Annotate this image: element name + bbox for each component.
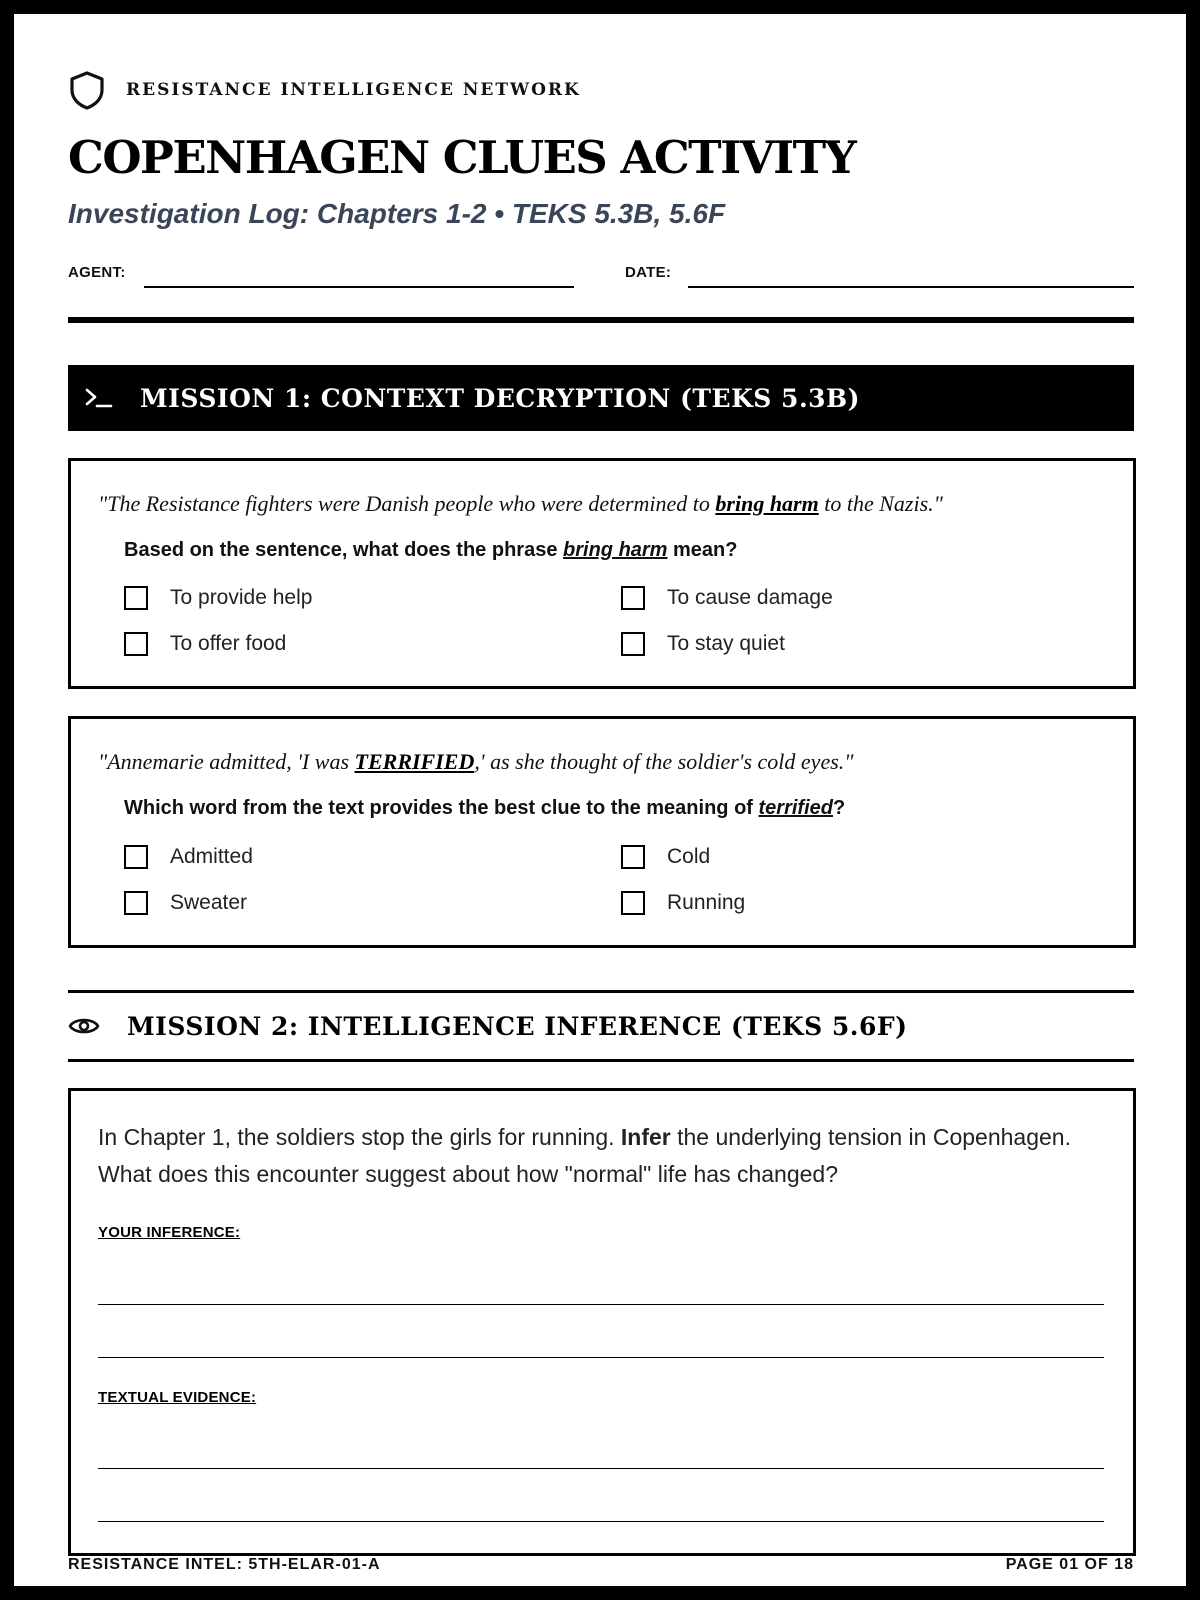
checkbox[interactable] [621, 891, 645, 915]
option-label: Running [667, 891, 746, 914]
mission2-header [68, 1004, 907, 1048]
evidence-answer-line[interactable] [98, 1468, 1104, 1469]
question-card-2 [68, 716, 1136, 948]
mission2-bottom-rule [68, 1059, 1134, 1062]
footer-code: RESISTANCE INTEL: 5TH-ELAR-01-A [68, 1556, 381, 1573]
quote-text [98, 749, 854, 775]
terminal-icon [84, 385, 114, 411]
option-label: To stay quiet [667, 632, 785, 655]
option-label: Sweater [170, 891, 248, 914]
question-text-end: ? [832, 797, 846, 819]
organization-header [68, 70, 581, 110]
checkbox[interactable] [124, 891, 148, 915]
answer-option[interactable] [621, 630, 785, 658]
date-label: DATE: [625, 264, 672, 281]
organization-name: RESISTANCE INTELLIGENCE NETWORK [126, 80, 581, 100]
answer-option[interactable] [124, 584, 312, 612]
mission1-title: MISSION 1: CONTEXT DECRYPTION (TEKS 5.3B) [140, 383, 861, 413]
answer-option[interactable] [124, 843, 253, 871]
prompt-text-start: In Chapter 1, the soldiers stop the girls for running. [98, 1124, 621, 1150]
page-number: PAGE 01 OF 18 [1005, 1556, 1134, 1573]
inference-card [68, 1088, 1136, 1556]
question-key-term: terrified [758, 797, 833, 819]
checkbox[interactable] [124, 632, 148, 656]
answer-option[interactable] [124, 630, 286, 658]
inference-label: YOUR INFERENCE: [98, 1224, 241, 1241]
mission2-title: MISSION 2: INTELLIGENCE INFERENCE (TEKS 5.6F) [127, 1011, 908, 1041]
date-field[interactable] [688, 286, 1134, 288]
option-label: Cold [667, 845, 711, 868]
header-divider [68, 317, 1134, 323]
option-label: To cause damage [667, 586, 833, 609]
checkbox[interactable] [124, 586, 148, 610]
answer-option[interactable] [621, 584, 833, 612]
option-label: Admitted [170, 845, 253, 868]
inference-prompt [98, 1119, 1098, 1193]
question-text-start: Based on the sentence, what does the phrase [124, 539, 564, 561]
worksheet-page [14, 14, 1186, 1586]
shield-icon [68, 70, 106, 110]
quote-text-end: ,' as she thought of the soldier's cold eyes." [474, 749, 854, 774]
question-key-term: bring harm [563, 539, 668, 561]
answer-option[interactable] [621, 843, 710, 871]
inference-answer-line[interactable] [98, 1357, 1104, 1358]
answer-option[interactable] [124, 889, 247, 917]
quote-text-start: "Annemarie admitted, 'I was [98, 749, 355, 774]
page-subtitle: Investigation Log: Chapters 1-2 • TEKS 5.3B, 5.6F [68, 198, 726, 229]
question-text-start: Which word from the text provides the best clue to the meaning of [124, 797, 759, 819]
mission1-header [68, 365, 1134, 431]
quote-text-end: to the Nazis." [818, 491, 943, 516]
evidence-answer-line[interactable] [98, 1521, 1104, 1522]
question-text-end: mean? [667, 539, 738, 561]
checkbox[interactable] [621, 845, 645, 869]
quote-key-term: TERRIFIED [354, 749, 475, 774]
prompt-text-end: the underlying tension in Copenhagen. What does this encounter suggest about how "normal" life has changed? [98, 1124, 1071, 1187]
inference-answer-line[interactable] [98, 1304, 1104, 1305]
checkbox[interactable] [124, 845, 148, 869]
eye-icon [68, 1014, 100, 1038]
answer-option[interactable] [621, 889, 745, 917]
page-title: COPENHAGEN CLUES ACTIVITY [68, 131, 856, 184]
question-card-1 [68, 458, 1136, 689]
option-label: To provide help [170, 586, 313, 609]
evidence-label: TEXTUAL EVIDENCE: [98, 1389, 257, 1406]
question-text [124, 797, 845, 820]
prompt-emphasis: Infer [620, 1124, 671, 1150]
option-label: To offer food [170, 632, 287, 655]
agent-label: AGENT: [68, 264, 126, 281]
quote-key-term: bring harm [715, 491, 819, 516]
quote-text [98, 491, 943, 517]
question-text [124, 539, 738, 562]
agent-field[interactable] [144, 286, 574, 288]
quote-text-start: "The Resistance fighters were Danish people who were determined to [98, 491, 716, 516]
mission2-top-rule [68, 990, 1134, 993]
checkbox[interactable] [621, 586, 645, 610]
checkbox[interactable] [621, 632, 645, 656]
